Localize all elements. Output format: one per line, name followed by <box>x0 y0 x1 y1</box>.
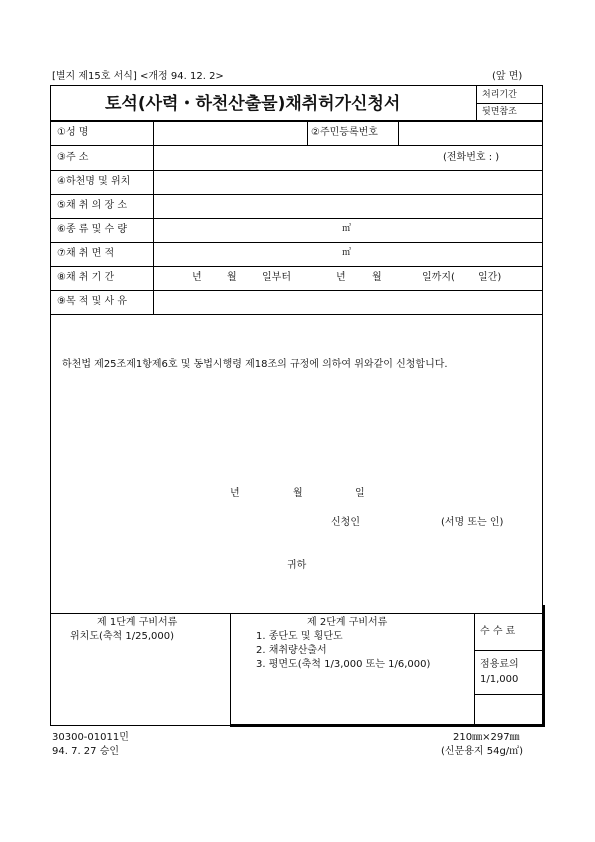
paper-size: 210㎜×297㎜ <box>453 732 520 743</box>
docs2-item: 3. 평면도(축척 1/3,000 또는 1/6,000) <box>256 659 431 670</box>
river-field[interactable] <box>154 171 541 193</box>
docs1-item: 위치도(축척 1/25,000) <box>70 631 175 642</box>
kind-unit: ㎥ <box>342 224 352 234</box>
river-label: ④하천명 및 위치 <box>57 176 131 187</box>
period-days: 일간) <box>478 272 502 283</box>
approval-date: 94. 7. 27 승인 <box>52 746 120 757</box>
phone-label: (전화번호 : ) <box>443 152 500 163</box>
period-end-year: 년 <box>336 272 346 283</box>
shadow-right <box>542 605 545 727</box>
fee-label: 수 수 료 <box>480 626 516 637</box>
form-title: 토석(사력・하천산출물)채취허가신청서 <box>105 94 401 114</box>
signature-label: (서명 또는 인) <box>441 517 504 528</box>
docs1-title: 제 1단계 구비서류 <box>97 617 178 628</box>
period-end-month: 월 <box>372 272 382 283</box>
processing-value: 뒷면참조 <box>482 107 517 117</box>
place-label: ⑤채 취 의 장 소 <box>57 200 127 211</box>
processing-label: 처리기간 <box>482 90 517 100</box>
applicant-field[interactable] <box>370 512 438 532</box>
docs2-item: 1. 종단도 및 횡단도 <box>256 631 343 642</box>
paper-type: (신문용지 54g/㎡) <box>441 746 524 757</box>
date-year-label: 년 <box>230 488 240 499</box>
page-side-label: (앞 면) <box>492 71 523 82</box>
purpose-field[interactable] <box>154 291 541 313</box>
period-start-month: 월 <box>227 272 237 283</box>
name-field[interactable] <box>154 122 306 144</box>
period-end-day: 일까지( <box>422 272 455 283</box>
kind-label: ⑥종 류 및 수 량 <box>57 224 127 235</box>
fee-value-line1: 점용료의 <box>480 659 519 670</box>
place-field[interactable] <box>154 195 541 217</box>
resident-number-label: ②주민등록번호 <box>311 127 378 138</box>
period-start-day: 일부터 <box>262 272 291 283</box>
resident-number-field[interactable] <box>399 122 541 144</box>
period-label: ⑧채 취 기 간 <box>57 272 115 283</box>
purpose-label: ⑨목 적 및 사 유 <box>57 296 127 307</box>
form-id: [별지 제15호 서식] <개정 94. 12. 2> <box>52 71 224 82</box>
fee-value-line2: 1/1,000 <box>480 674 519 685</box>
applicant-label: 신청인 <box>331 517 360 528</box>
statement-text: 하천법 제25조제1항제6호 및 동법시행령 제18조의 규정에 의하여 위와같이 신청합니다. <box>62 359 448 370</box>
area-label: ⑦채 취 면 적 <box>57 248 115 259</box>
docs2-item: 2. 채취량산출서 <box>256 645 327 656</box>
recipient-label: 귀하 <box>287 560 307 571</box>
name-label: ①성 명 <box>57 127 89 138</box>
period-start-year: 년 <box>192 272 202 283</box>
date-day-label: 일 <box>355 488 365 499</box>
date-month-label: 월 <box>293 488 303 499</box>
form-code: 30300-01011민 <box>52 732 129 743</box>
address-label: ③주 소 <box>57 152 89 163</box>
area-unit: ㎥ <box>342 248 352 258</box>
docs2-title: 제 2단계 구비서류 <box>307 617 388 628</box>
